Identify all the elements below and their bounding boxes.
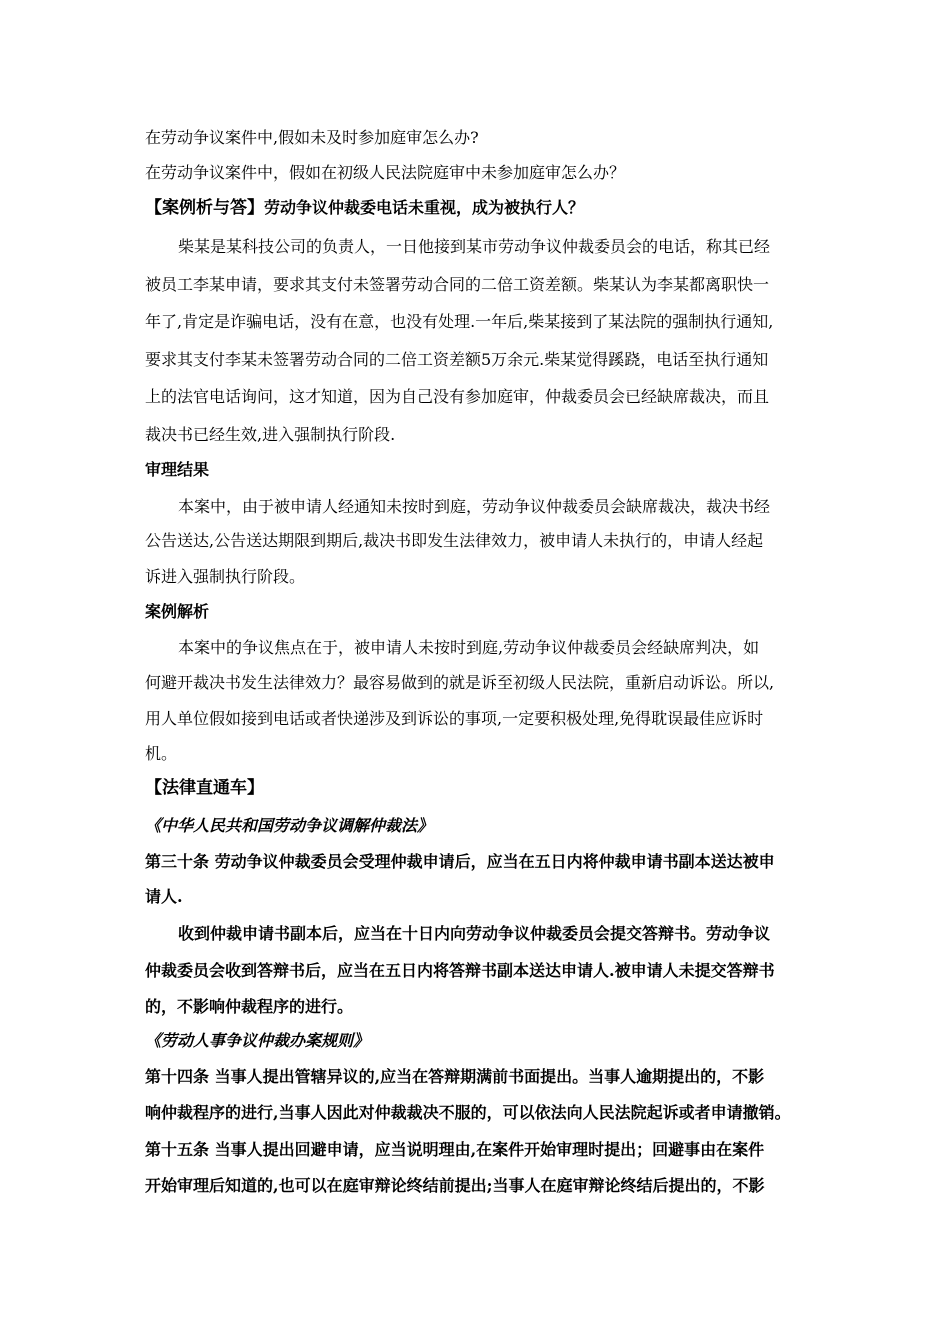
- law-title-2: 《劳动人事争议仲裁办案规则》: [145, 1031, 370, 1050]
- analysis-line: 用人单位假如接到电话或者快递涉及到诉讼的事项,一定要积极处理,免得耽误最佳应诉时: [145, 709, 764, 728]
- article-15-line: 开始审理后知道的,也可以在庭审辩论终结前提出;当事人在庭审辩论终结后提出的，不影: [145, 1176, 765, 1195]
- law-title-1: 《中华人民共和国劳动争议调解仲裁法》: [145, 816, 434, 835]
- article-30-line: 第三十条 劳动争议仲裁委员会受理仲裁申请后，应当在五日内将仲裁申请书副本送达被申: [145, 852, 775, 871]
- analysis-line: 机。: [145, 744, 178, 763]
- case-story-line: 年了,肯定是诈骗电话，没有在意，也没有处理.一年后,柴某接到了某法院的强制执行通知,: [145, 312, 774, 331]
- analysis-heading: 案例解析: [145, 602, 210, 621]
- result-heading: 审理结果: [145, 460, 210, 479]
- case-story-line: 柴某是某科技公司的负责人，一日他接到某市劳动争议仲裁委员会的电话，称其已经: [178, 237, 771, 256]
- article-30-paragraph-line: 收到仲裁申请书副本后，应当在十日内向劳动争议仲裁委员会提交答辩书。劳动争议: [178, 924, 771, 943]
- article-15-line: 第十五条 当事人提出回避申请，应当说明理由,在案件开始审理时提出；回避事由在案件: [145, 1140, 765, 1159]
- case-heading-title: 劳动争议仲裁委电话未重视，成为被执行人？: [264, 198, 585, 217]
- article-14-line: 第十四条 当事人提出管辖异议的,应当在答辩期满前书面提出。当事人逾期提出的，不影: [145, 1067, 765, 1086]
- case-heading: [145, 197, 584, 219]
- article-30-paragraph-line: 的，不影响仲裁程序的进行。: [145, 997, 354, 1016]
- case-story-line: 要求其支付李某未签署劳动合同的二倍工资差额5万余元.柴某觉得蹊跷，电话至执行通知: [145, 350, 769, 369]
- result-line: 诉进入强制执行阶段。: [145, 567, 306, 586]
- case-heading-bracket: 【案例析与答】: [145, 198, 264, 218]
- intro-question-1: 在劳动争议案件中,假如未及时参加庭审怎么办?: [145, 128, 479, 147]
- article-14-line: 响仲裁程序的进行,当事人因此对仲裁裁决不服的，可以依法向人民法院起诉或者申请撤销。: [145, 1103, 791, 1122]
- result-line: 本案中，由于被申请人经通知未按时到庭，劳动争议仲裁委员会缺席裁决，裁决书经: [178, 497, 771, 516]
- case-story-line: 上的法官电话询问，这才知道，因为自己没有参加庭审，仲裁委员会已经缺席裁决，而且: [145, 387, 770, 406]
- analysis-line: 何避开裁决书发生法律效力？最容易做到的就是诉至初级人民法院，重新启动诉讼。所以,: [145, 673, 775, 692]
- analysis-line: 本案中的争议焦点在于，被申请人未按时到庭,劳动争议仲裁委员会经缺席判决，如: [178, 638, 760, 657]
- article-30-paragraph-line: 仲裁委员会收到答辩书后，应当在五日内将答辩书副本送达申请人.被申请人未提交答辩书: [145, 961, 775, 980]
- law-heading: 【法律直通车】: [145, 778, 264, 798]
- intro-question-2: 在劳动争议案件中，假如在初级人民法院庭审中未参加庭审怎么办？: [145, 163, 626, 182]
- case-story-line: 裁决书已经生效,进入强制执行阶段.: [145, 425, 396, 444]
- case-story-line: 被员工李某申请，要求其支付未签署劳动合同的二倍工资差额。柴某认为李某都离职快一: [145, 275, 770, 294]
- article-30-line: 请人.: [145, 887, 183, 906]
- result-line: 公告送达,公告送达期限到期后,裁决书即发生法律效力，被申请人未执行的，申请人经起: [145, 531, 764, 550]
